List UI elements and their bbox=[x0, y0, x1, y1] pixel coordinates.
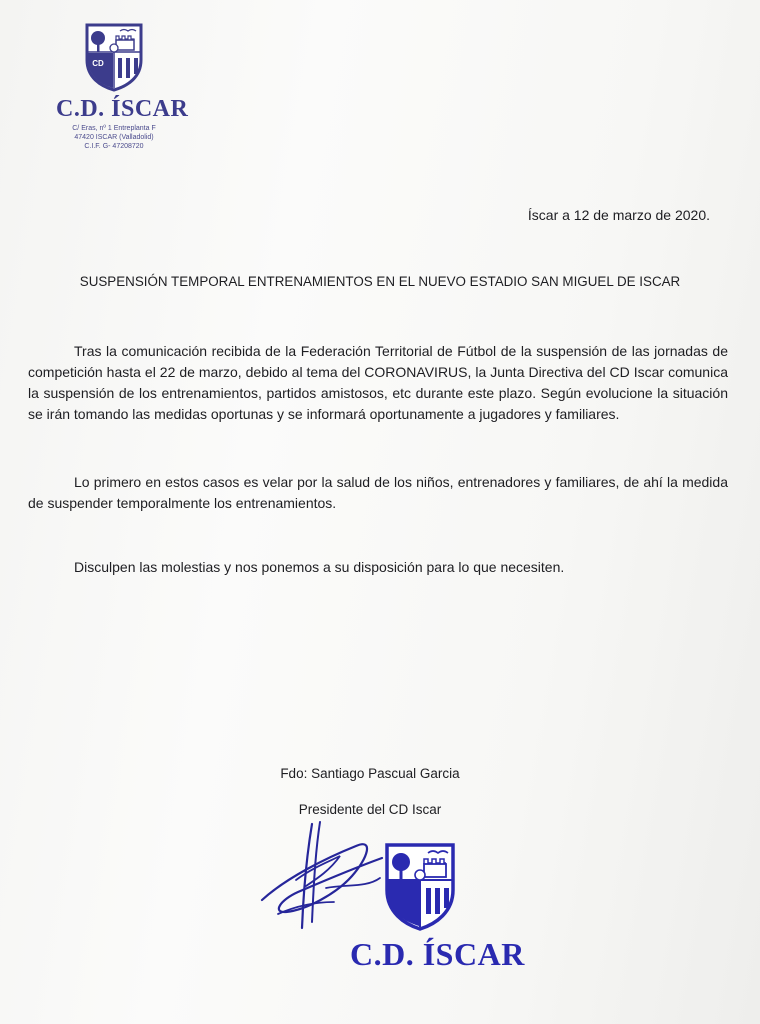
letter-date: Íscar a 12 de marzo de 2020. bbox=[527, 207, 710, 223]
handwritten-signature bbox=[256, 818, 396, 938]
club-stamp-crest bbox=[384, 842, 456, 932]
club-crest-logo bbox=[84, 22, 144, 92]
address-line-city: 47420 ISCAR (Valladolid) bbox=[74, 134, 154, 141]
body-paragraph-1: Tras la comunicación recibida de la Federación Territorial de Fútbol de la suspensión de las jornadas de competición hasta el 22 de marzo, debido al tema del CORONAVIRUS, la Junta Directiva del CD Iscar comunica la suspensión de los entrenamientos, partidos amistosos, etc durante este plazo. Según evolucione la situación se irán tomando las medidas oportunas y se informará oportunamente a jugadores y familiares. bbox=[28, 343, 728, 422]
body-paragraph-3: Disculpen las molestias y nos ponemos a su disposición para lo que necesiten. bbox=[74, 559, 565, 575]
body-paragraph-2: Lo primero en estos casos es velar por la salud de los niños, entrenadores y familiares, de ahí la medida de suspender temporalmente los entrenamientos. bbox=[28, 474, 728, 511]
address-line-street: C/ Eras, nº 1 Entreplanta F bbox=[72, 125, 156, 132]
signatory-title: Presidente del CD Iscar bbox=[298, 802, 442, 817]
address-line-cif: C.I.F. G- 47208720 bbox=[84, 143, 144, 150]
signatory-name: Fdo: Santiago Pascual Garcia bbox=[280, 766, 460, 781]
club-address bbox=[52, 124, 176, 151]
crest-letter-c: CD bbox=[92, 59, 104, 68]
club-name-heading: C.D. ÍSCAR bbox=[56, 96, 189, 122]
letter-subject: SUSPENSIÓN TEMPORAL ENTRENAMIENTOS EN EL NUEVO ESTADIO SAN MIGUEL DE ISCAR bbox=[79, 274, 681, 289]
stamp-club-name: C.D. ÍSCAR bbox=[350, 936, 525, 972]
